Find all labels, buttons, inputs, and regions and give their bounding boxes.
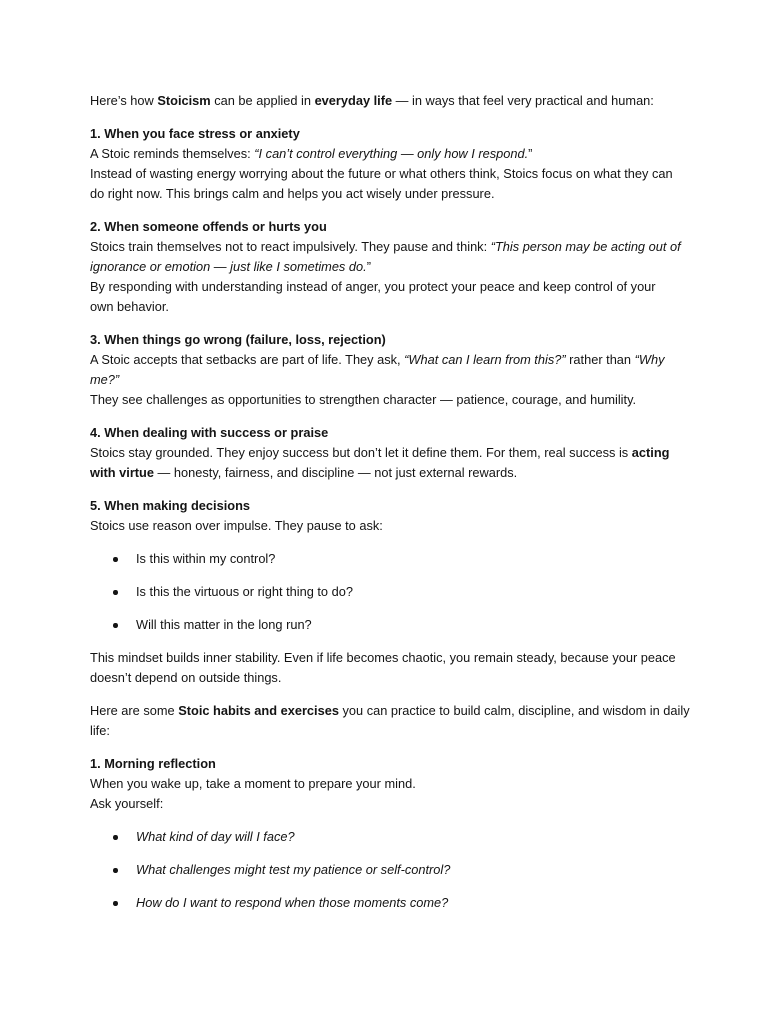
quote-text: “I can’t control everything — only how I respond. [254, 146, 529, 161]
bold-term: Stoicism [157, 93, 211, 108]
bullet-icon [113, 835, 118, 840]
body-text: Here are some [90, 703, 179, 718]
bullet-icon [113, 868, 118, 873]
quote-mark: ” [528, 146, 533, 161]
bullet-item [90, 615, 730, 635]
body-text: A Stoic reminds themselves: [90, 146, 255, 161]
body-text: A Stoic accepts that setbacks are part of life. They ask, [90, 352, 405, 367]
section-setbacks [90, 330, 730, 410]
section-offense [90, 217, 730, 317]
body-text: Here’s how [90, 93, 158, 108]
bold-term: acting [631, 445, 670, 460]
quote-mark: ” [366, 259, 371, 274]
text-line: Instead of wasting energy worrying about the future or what others think, Stoics focus on what they can [90, 166, 673, 181]
quote-text: ignorance or emotion — just like I sometimes do. [90, 259, 367, 274]
body-text: can be applied in [210, 93, 315, 108]
text-line: By responding with understanding instead of anger, you protect your peace and keep control of your [90, 279, 656, 294]
bullet-item [90, 549, 730, 569]
bullet-icon [113, 623, 118, 628]
section-stress [90, 124, 730, 204]
section-decisions [90, 496, 730, 536]
text-line [90, 443, 730, 463]
quote-text: “Why [634, 352, 665, 367]
closing-paragraph [90, 648, 730, 688]
body-text: you can practice to build calm, discipline, and wisdom in daily [338, 703, 690, 718]
section-heading: 1. When you face stress or anxiety [90, 126, 300, 141]
habits-intro-paragraph [90, 701, 730, 741]
text-line [90, 144, 730, 164]
bullet-text: What kind of day will I face? [136, 829, 295, 844]
bold-term: everyday life [314, 93, 393, 108]
text-line: own behavior. [90, 299, 169, 314]
bullet-icon [113, 590, 118, 595]
text-line [90, 701, 730, 721]
text-line [90, 237, 730, 257]
section-heading: 4. When dealing with success or praise [90, 425, 329, 440]
text-line [90, 463, 730, 483]
bullet-text: How do I want to respond when those moments come? [136, 895, 449, 910]
bullet-icon [113, 557, 118, 562]
intro-paragraph [90, 91, 730, 111]
text-line: This mindset builds inner stability. Even if life becomes chaotic, you remain steady, because your peace [90, 650, 676, 665]
body-text: — in ways that feel very practical and human: [392, 93, 654, 108]
body-text: Stoics stay grounded. They enjoy success but don’t let it define them. For them, real success is [90, 445, 632, 460]
bullet-item [90, 860, 730, 880]
text-line [90, 350, 730, 370]
bold-term: with virtue [90, 465, 154, 480]
body-text: Stoics train themselves not to react impulsively. They pause and think: [90, 239, 491, 254]
section-heading: 5. When making decisions [90, 498, 250, 513]
text-line: doesn’t depend on outside things. [90, 670, 282, 685]
text-line: Stoics use reason over impulse. They pause to ask: [90, 518, 383, 533]
bullet-text: Is this within my control? [136, 551, 276, 566]
section-heading: 1. Morning reflection [90, 756, 216, 771]
bullet-text: Is this the virtuous or right thing to do? [136, 584, 353, 599]
section-heading: 2. When someone offends or hurts you [90, 219, 327, 234]
section-success [90, 423, 730, 483]
bullet-item [90, 582, 730, 602]
quote-text: “What can I learn from this?” [404, 352, 566, 367]
quote-text: me?” [90, 372, 120, 387]
text-line: do right now. This brings calm and helps you act wisely under pressure. [90, 186, 495, 201]
bullet-text: Will this matter in the long run? [136, 617, 312, 632]
bold-term: Stoic habits and exercises [178, 703, 339, 718]
text-line [90, 257, 730, 277]
bullet-item [90, 827, 730, 847]
text-line: When you wake up, take a moment to prepare your mind. [90, 776, 416, 791]
document-page [90, 91, 730, 926]
habit-morning-reflection [90, 754, 730, 814]
body-text: rather than [565, 352, 635, 367]
text-line: They see challenges as opportunities to strengthen character — patience, courage, and humility. [90, 392, 637, 407]
bullet-item [90, 893, 730, 913]
body-text: — honesty, fairness, and discipline — not just external rewards. [154, 465, 518, 480]
text-line [90, 91, 730, 111]
bullet-text: What challenges might test my patience or self-control? [136, 862, 451, 877]
text-line: Ask yourself: [90, 796, 164, 811]
quote-text: “This person may be acting out of [490, 239, 681, 254]
text-line: life: [90, 723, 110, 738]
section-heading: 3. When things go wrong (failure, loss, rejection) [90, 332, 386, 347]
bullet-icon [113, 901, 118, 906]
